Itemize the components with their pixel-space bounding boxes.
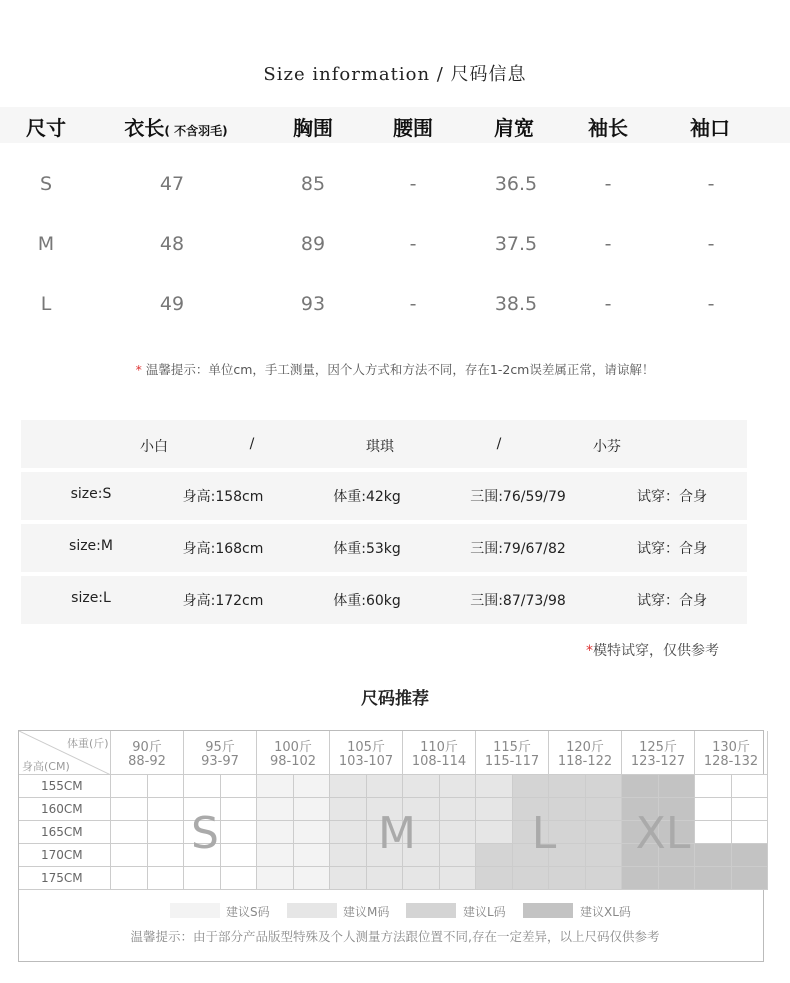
grid-cell — [111, 821, 148, 844]
note-mark: * — [135, 362, 142, 377]
weight-label: 115斤 — [493, 740, 531, 755]
grid-cell-l — [549, 775, 586, 798]
legend-swatch-s — [170, 903, 220, 918]
model-cell: 体重:53kg — [333, 541, 401, 557]
weight-header — [257, 731, 330, 775]
height-header — [19, 844, 111, 867]
height-label: 170CM — [41, 848, 83, 862]
grid-cell-xl — [659, 867, 696, 890]
grid-cell-m — [330, 844, 367, 867]
size-cell: - — [707, 233, 715, 255]
model-cell: size:S — [70, 486, 112, 502]
weight-header — [403, 731, 476, 775]
weight-header — [330, 731, 403, 775]
grid-cell-m — [440, 798, 477, 821]
size-region-label: S — [191, 808, 219, 859]
legend-swatch-l — [406, 903, 456, 918]
size-cell: - — [409, 233, 417, 255]
grid-cell-s — [294, 798, 331, 821]
grid-cell-s — [257, 775, 294, 798]
size-cell: - — [409, 173, 417, 195]
height-header — [19, 821, 111, 844]
model-note-mark: * — [586, 643, 593, 659]
grid-cell-s — [294, 775, 331, 798]
legend-label: 建议XL码 — [580, 905, 631, 919]
size-cell: 85 — [300, 173, 326, 195]
size-cell: - — [604, 293, 612, 315]
grid-cell-m — [330, 821, 367, 844]
model-table — [21, 420, 747, 624]
legend-swatch-xl — [523, 903, 573, 918]
grid-cell — [732, 798, 769, 821]
grid-cell-s — [257, 844, 294, 867]
weight-label: 95斤 — [205, 740, 235, 755]
grid-cell-xl — [695, 844, 732, 867]
grid-cell — [148, 867, 185, 890]
model-cell: 体重:42kg — [333, 489, 401, 505]
header-length-label: 衣长 — [124, 116, 165, 140]
model-cell: size:L — [71, 590, 111, 606]
grid-cell-m — [403, 867, 440, 890]
header-waist: 腰围 — [393, 116, 433, 140]
weight-range: 98-102 — [269, 754, 317, 769]
weight-header — [695, 731, 768, 775]
grid-cell — [695, 798, 732, 821]
legend-label: 建议M码 — [343, 905, 390, 919]
size-cell: 37.5 — [494, 233, 538, 255]
weight-label: 125斤 — [639, 740, 677, 755]
weight-label: 120斤 — [566, 740, 604, 755]
header-shoulder: 肩宽 — [494, 116, 534, 140]
grid-cell — [221, 844, 258, 867]
grid-cell-xl — [732, 867, 769, 890]
model-name-2: 琪琪 — [366, 439, 394, 455]
corner-weight-label: 体重(斤) — [67, 737, 109, 750]
measurement-note — [0, 360, 790, 378]
grid-cell-l — [586, 844, 623, 867]
grid-cell-m — [440, 867, 477, 890]
grid-cell-l — [476, 844, 513, 867]
weight-header — [184, 731, 257, 775]
weight-range: 103-107 — [338, 754, 394, 769]
size-region-label: M — [378, 808, 416, 859]
model-name-3: 小芬 — [593, 439, 621, 455]
height-label: 175CM — [41, 871, 83, 885]
header-sleeve-length: 袖长 — [588, 116, 628, 140]
grid-cell — [148, 775, 185, 798]
grid-cell — [732, 821, 769, 844]
grid-cell-s — [294, 821, 331, 844]
grid-cell-m — [330, 798, 367, 821]
page-title: Size information / 尺码信息 — [263, 64, 527, 85]
grid-cell — [111, 844, 148, 867]
size-cell: - — [707, 293, 715, 315]
grid-cell-l — [586, 867, 623, 890]
grid-cell — [111, 775, 148, 798]
weight-header — [476, 731, 549, 775]
grid-cell — [221, 867, 258, 890]
grid-cell-l — [513, 775, 550, 798]
grid-cell — [695, 821, 732, 844]
size-cell: M — [37, 233, 55, 255]
grid-cell — [111, 867, 148, 890]
model-separator-2: / — [496, 436, 502, 452]
model-name-1: 小白 — [140, 439, 168, 455]
size-cell: L — [40, 293, 52, 315]
size-cell: 89 — [300, 233, 326, 255]
grid-cell — [695, 775, 732, 798]
grid-cell — [148, 798, 185, 821]
model-cell: 三围:79/67/82 — [470, 541, 566, 557]
weight-label: 105斤 — [347, 740, 385, 755]
grid-cell — [221, 775, 258, 798]
model-cell: 三围:76/59/79 — [470, 489, 566, 505]
weight-header — [549, 731, 622, 775]
grid-cell — [221, 798, 258, 821]
model-cell: 身高:158cm — [182, 489, 264, 505]
model-cell: 身高:168cm — [182, 541, 264, 557]
size-cell: S — [39, 173, 53, 195]
weight-header — [111, 731, 184, 775]
grid-cell-xl — [732, 844, 769, 867]
grid-cell — [732, 775, 769, 798]
size-cell: - — [707, 173, 715, 195]
weight-range: 115-117 — [484, 754, 540, 769]
weight-range: 123-127 — [630, 754, 686, 769]
size-legend — [0, 903, 790, 921]
model-separator-1: / — [249, 436, 255, 452]
height-label: 165CM — [41, 825, 83, 839]
size-cell: 49 — [159, 293, 185, 315]
height-label: 155CM — [41, 779, 83, 793]
height-header — [19, 867, 111, 890]
model-cell: size:M — [69, 538, 113, 554]
grid-cell-s — [257, 867, 294, 890]
recommend-title: 尺码推荐 — [361, 689, 429, 709]
grid-cell-m — [476, 775, 513, 798]
weight-range: 128-132 — [703, 754, 759, 769]
legend-label: 建议S码 — [226, 905, 270, 919]
grid-cell — [184, 867, 221, 890]
height-header — [19, 775, 111, 798]
weight-label: 100斤 — [274, 740, 312, 755]
grid-cell-l — [476, 867, 513, 890]
grid-cell — [111, 798, 148, 821]
corner-height-label: 身高(CM) — [22, 760, 70, 773]
model-cell: 试穿：合身 — [637, 541, 707, 557]
weight-header — [622, 731, 695, 775]
grid-cell-xl — [695, 867, 732, 890]
grid-cell-l — [586, 775, 623, 798]
grid-cell-xl — [622, 867, 659, 890]
size-region-label: XL — [635, 808, 691, 859]
header-length — [124, 112, 227, 141]
grid-cell-m — [440, 821, 477, 844]
grid-cell-m — [440, 844, 477, 867]
height-header — [19, 798, 111, 821]
grid-cell-s — [257, 821, 294, 844]
grid-cell-l — [513, 867, 550, 890]
grid-cell-l — [586, 821, 623, 844]
size-region-label: L — [531, 808, 557, 859]
model-note-text: 模特试穿，仅供参考 — [593, 643, 719, 659]
size-cell: - — [409, 293, 417, 315]
corner-cell — [19, 731, 111, 775]
model-names-row — [21, 420, 747, 468]
header-cuff: 袖口 — [690, 116, 730, 140]
legend-label: 建议L码 — [463, 905, 506, 919]
weight-range: 88-92 — [128, 754, 166, 769]
grid-cell-m — [330, 775, 367, 798]
grid-cell-m — [367, 867, 404, 890]
recommend-tip: 温馨提示：由于部分产品版型特殊及个人测量方法跟位置不同,存在一定差异，以上尺码仅供参考 — [130, 929, 660, 944]
header-chest: 胸围 — [293, 116, 333, 140]
grid-cell-m — [367, 775, 404, 798]
size-cell: 38.5 — [494, 293, 538, 315]
grid-cell-xl — [659, 775, 696, 798]
grid-cell — [221, 821, 258, 844]
grid-cell-s — [294, 867, 331, 890]
grid-cell-s — [294, 844, 331, 867]
height-label: 160CM — [41, 802, 83, 816]
size-cell: 93 — [300, 293, 326, 315]
model-note — [586, 640, 719, 660]
weight-label: 110斤 — [420, 740, 458, 755]
legend-swatch-m — [287, 903, 337, 918]
size-cell: 48 — [159, 233, 185, 255]
grid-cell — [184, 775, 221, 798]
weight-range: 108-114 — [411, 754, 467, 769]
model-row — [21, 524, 747, 572]
model-cell: 三围:87/73/98 — [470, 593, 566, 609]
grid-cell-m — [476, 821, 513, 844]
grid-cell-s — [257, 798, 294, 821]
header-size: 尺寸 — [26, 116, 66, 140]
grid-cell-l — [586, 798, 623, 821]
grid-cell-l — [549, 867, 586, 890]
model-row — [21, 576, 747, 624]
grid-cell-m — [476, 798, 513, 821]
grid-cell — [148, 844, 185, 867]
size-cell: - — [604, 233, 612, 255]
model-row — [21, 472, 747, 520]
note-text: 温馨提示：单位cm，手工测量，因个人方式和方法不同，存在1-2cm误差属正常，请谅解！ — [141, 362, 655, 377]
grid-cell-xl — [622, 775, 659, 798]
weight-range: 118-122 — [557, 754, 613, 769]
size-cell: - — [604, 173, 612, 195]
weight-label: 130斤 — [712, 740, 750, 755]
grid-cell-m — [330, 867, 367, 890]
weight-label: 90斤 — [132, 740, 162, 755]
weight-range: 93-97 — [201, 754, 239, 769]
size-cell: 36.5 — [494, 173, 538, 195]
grid-cell-m — [403, 775, 440, 798]
grid-cell-m — [440, 775, 477, 798]
model-cell: 身高:172cm — [182, 593, 264, 609]
size-cell: 47 — [159, 173, 185, 195]
model-cell: 试穿：合身 — [637, 593, 707, 609]
header-length-note: ( 不含羽毛) — [164, 124, 228, 138]
model-cell: 试穿：合身 — [637, 489, 707, 505]
grid-cell — [148, 821, 185, 844]
model-cell: 体重:60kg — [333, 593, 401, 609]
